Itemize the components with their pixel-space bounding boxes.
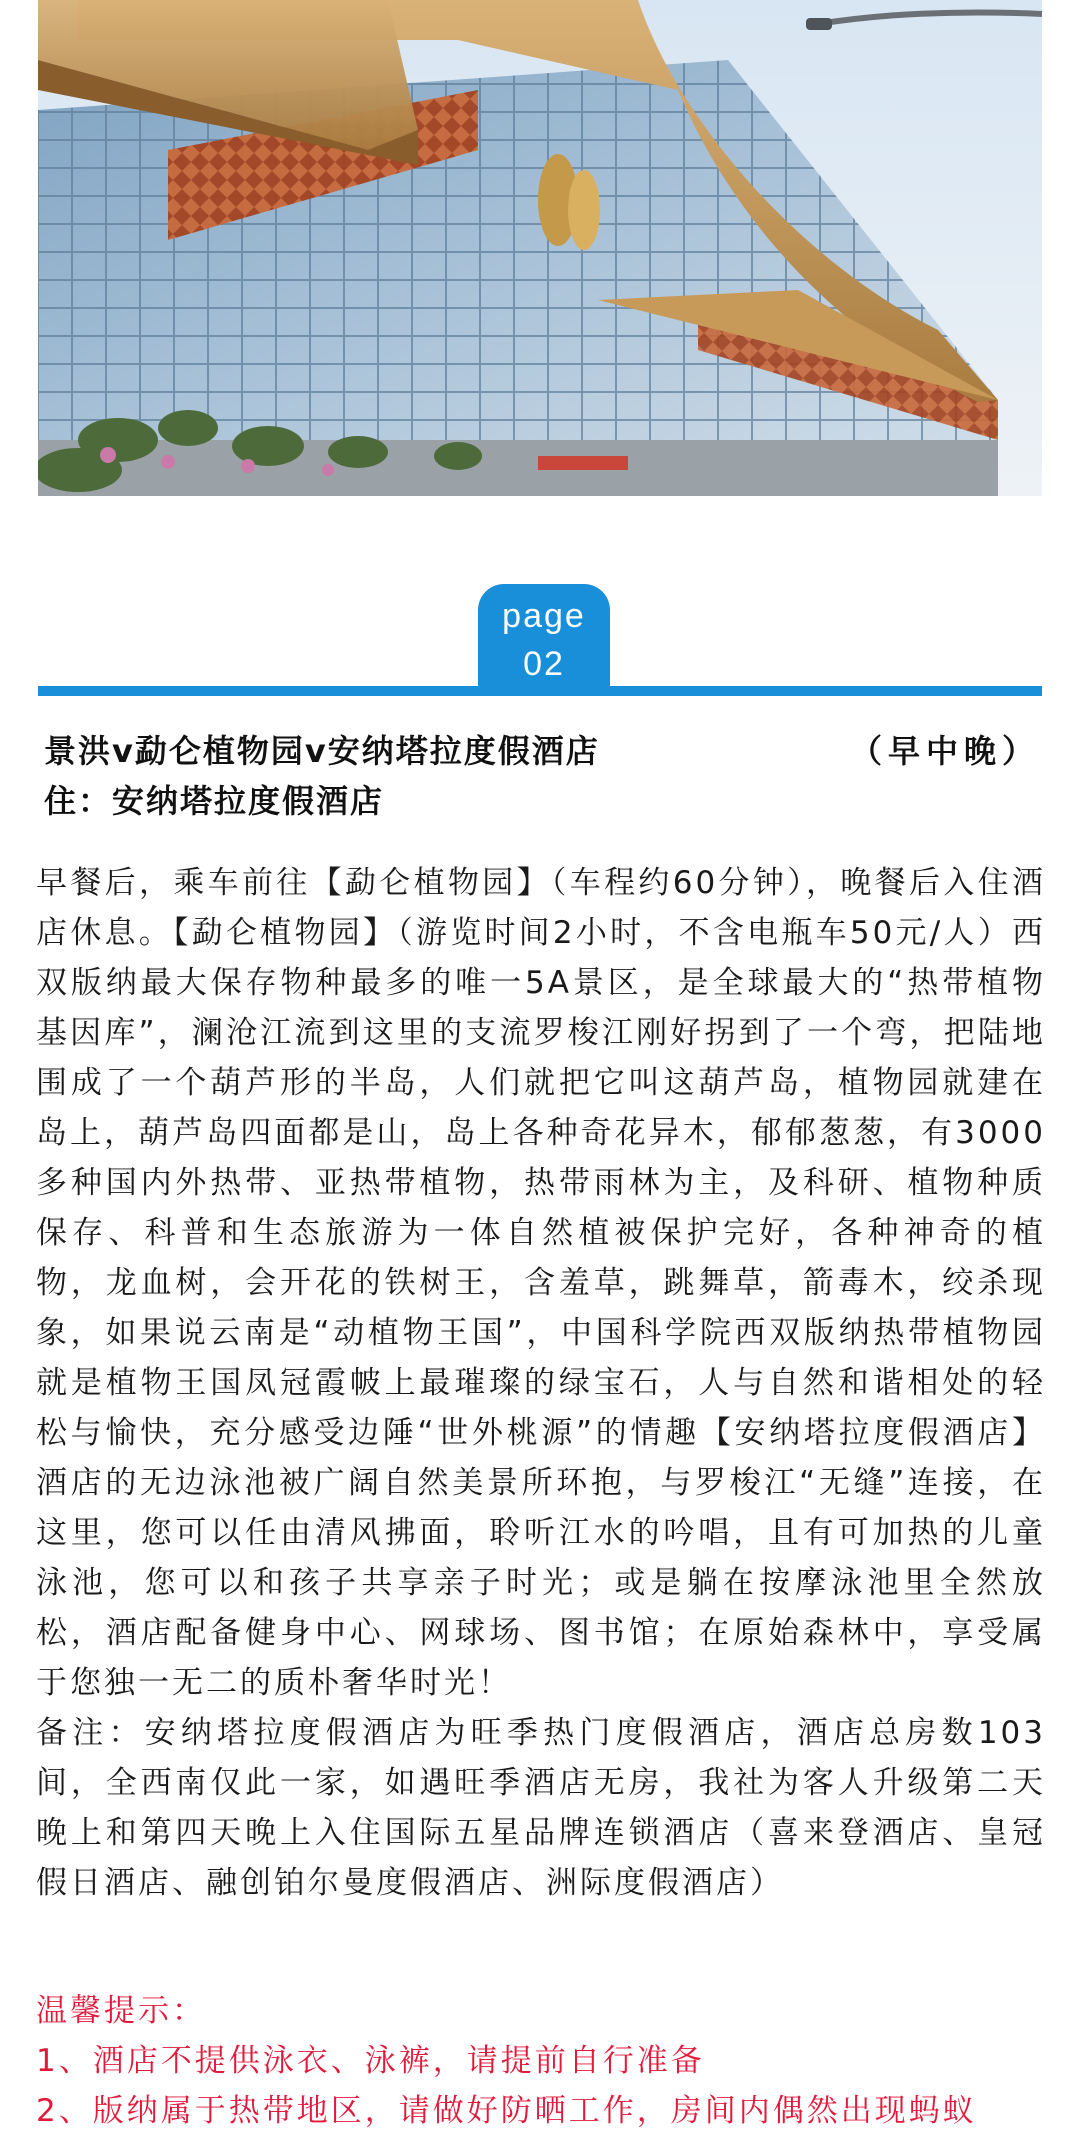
page-badge-number: 02 — [523, 645, 565, 683]
warm-tip-item: 2、版纳属于热带地区，请做好防晒工作，房间内偶然出现蚂蚁 — [36, 2093, 977, 2129]
warm-tips — [36, 1986, 1046, 2136]
section-divider — [38, 686, 1042, 696]
itinerary-note-paragraph: 备注：安纳塔拉度假酒店为旺季热门度假酒店，酒店总房数103间，全西南仅此一家，如遇旺季酒店无房，我社为客人升级第二天晚上和第四天晚上入住国际五星品牌连锁酒店（喜来登酒店、皇冠假日酒店、融创铂尔曼度假酒店、洲际度假酒店） — [36, 1715, 1046, 1901]
page-badge-label: page — [502, 597, 586, 635]
day-accommodation: 住：安纳塔拉度假酒店 — [44, 782, 385, 820]
page-number-badge — [478, 584, 610, 694]
itinerary-main-paragraph: 早餐后，乘车前往【勐仑植物园】（车程约60分钟），晚餐后入住酒店休息。【勐仑植物园】（游览时间2小时，不含电瓶车50元/人）西双版纳最大保存物种最多的唯一5A景区，是全球最大的“热带植物基因库”，澜沧江流到这里的支流罗梭江刚好拐到了一个弯，把陆地围成了一个葫芦形的半岛，人们就把它叫这葫芦岛，植物园就建在岛上，葫芦岛四面都是山，岛上各种奇花异木，郁郁葱葱，有3000多种国内外热带、亚热带植物，热带雨林为主，及科研、植物种质保存、科普和生态旅游为一体自然植被保护完好，各种神奇的植物，龙血树，会开花的铁树王，含羞草，跳舞草，箭毒木，绞杀现象，如果说云南是“动植物王国”，中国科学院西双版纳热带植物园就是植物王国凤冠霞帔上最璀璨的绿宝石，人与自然和谐相处的轻松与愉快，充分感受边陲“世外桃源”的情趣【安纳塔拉度假酒店】酒店的无边泳池被广阔自然美景所环抱，与罗梭江“无缝”连接，在这里，您可以任由清风拂面，聆听江水的吟唱，且有可加热的儿童泳池，您可以和孩子共享亲子时光；或是躺在按摩泳池里全然放松，酒店配备健身中心、网球场、图书馆；在原始森林中，享受属于您独一无二的质朴奢华时光！ — [36, 865, 1046, 1701]
day-meals: （早中晚） — [849, 732, 1040, 770]
itinerary-description — [36, 858, 1046, 1908]
terminal-photo — [38, 0, 1042, 496]
day-heading — [44, 726, 1040, 826]
day-route: 景洪v勐仑植物园v安纳塔拉度假酒店 — [44, 732, 600, 770]
warm-tips-title: 温馨提示： — [36, 1993, 206, 2029]
warm-tip-item: 1、酒店不提供泳衣、泳裤，请提前自行准备 — [36, 2043, 705, 2079]
